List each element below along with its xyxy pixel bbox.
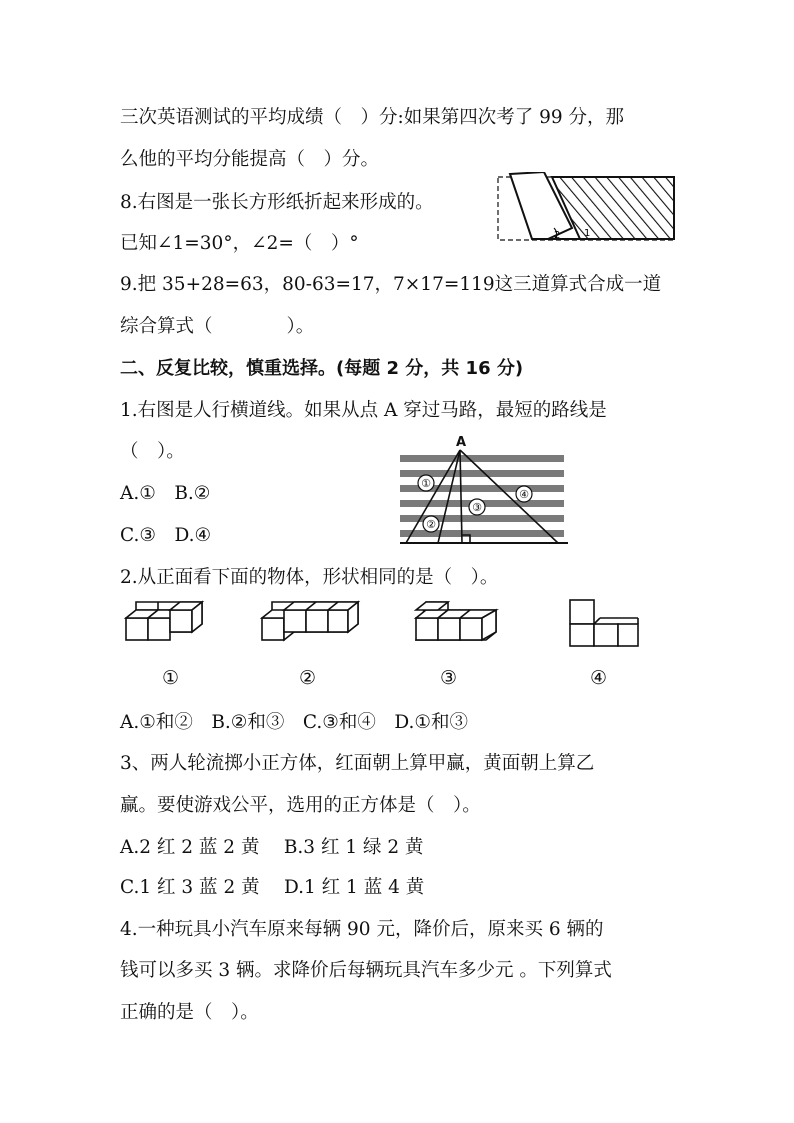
cube-figure-3 [416, 602, 496, 640]
mc3-text-line-1: 3、两人轮流掷小正方体，红面朝上算甲赢，黄面朝上算乙 [120, 753, 595, 774]
cube-figure-4 [570, 600, 638, 646]
q9-text-line-2: 综合算式（ ）。 [120, 316, 315, 337]
section-2-heading: 二、反复比较，慎重选择。(每题 2 分，共 16 分) [120, 358, 524, 379]
q7-text-line-2: 么他的平均分能提高（ ）分。 [120, 149, 380, 170]
mc3-options-cd: C.1 红 3 蓝 2 黄 D.1 红 1 蓝 4 黄 [120, 877, 425, 898]
mc1-text-line-2: （ ）。 [120, 441, 185, 462]
cube-figure-2-label: ② [299, 667, 317, 689]
mc3-text-line-2: 赢。要使游戏公平，选用的正方体是（ ）。 [120, 795, 481, 816]
q8-text-line-1: 8.右图是一张长方形纸折起来形成的。 [120, 192, 434, 213]
cube-figure-1 [126, 602, 202, 640]
crosswalk-figure [398, 433, 570, 549]
mc3-options-ab: A.2 红 2 蓝 2 黄 B.3 红 1 绿 2 黄 [120, 837, 424, 858]
mc2-options: A.①和② B.②和③ C.③和④ D.①和③ [120, 712, 468, 733]
route-4-label: ④ [519, 488, 529, 501]
q9-text-line-1: 9.把 35+28=63，80-63=17，7×17=119这三道算式合成一道 [120, 274, 662, 295]
mc1-text-line-1: 1.右图是人行横道线。如果从点 A 穿过马路，最短的路线是 [120, 400, 607, 421]
point-a-label: A [456, 435, 467, 450]
cube-figure-4-label: ④ [590, 667, 608, 689]
cube-figure-1-label: ① [162, 667, 180, 689]
mc4-text-line-3: 正确的是（ ）。 [120, 1002, 259, 1023]
cube-figure-2 [262, 602, 358, 640]
fold-angle-1-label: 1 [584, 228, 591, 239]
route-2-label: ② [426, 518, 436, 531]
mc4-text-line-2: 钱可以多买 3 辆。求降价后每辆玩具汽车多少元 。下列算式 [120, 960, 612, 981]
mc2-text: 2.从正面看下面的物体，形状相同的是（ ）。 [120, 567, 499, 588]
mc1-options-ab: A.① B.② [120, 483, 211, 504]
route-1-label: ① [421, 477, 431, 490]
mc1-options-cd: C.③ D.④ [120, 525, 212, 546]
cube-figure-3-label: ③ [440, 667, 458, 689]
q8-text-line-2: 已知∠1=30°，∠2=（ ）° [120, 233, 359, 254]
route-3-label: ③ [472, 501, 482, 514]
q7-text-line-1: 三次英语测试的平均成绩（ ）分:如果第四次考了 99 分，那 [120, 107, 625, 128]
cube-figures [120, 598, 650, 653]
folded-paper-figure [496, 172, 678, 244]
mc4-text-line-1: 4.一种玩具小汽车原来每辆 90 元，降价后，原来买 6 辆的 [120, 919, 604, 940]
fold-angle-2-label: 2 [554, 230, 561, 241]
